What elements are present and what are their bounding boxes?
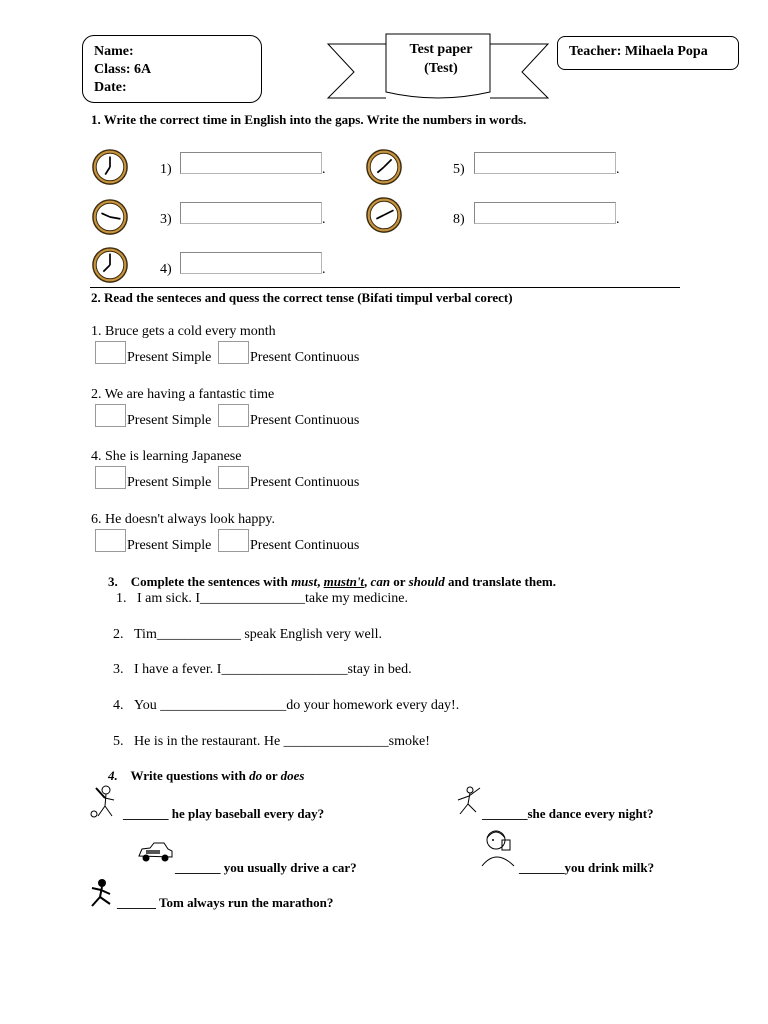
tense-sentence-1: 1. Bruce gets a cold every month bbox=[91, 324, 276, 339]
present-continuous-label: Present Continuous bbox=[250, 538, 360, 553]
present-continuous-label: Present Continuous bbox=[250, 413, 360, 428]
clock-icon bbox=[365, 148, 403, 186]
exercise-3-text-b: and translate them. bbox=[444, 574, 556, 589]
present-continuous-label: Present Continuous bbox=[250, 350, 360, 365]
modal-item-text: Tim____________ speak English very well. bbox=[134, 627, 382, 642]
exercise-3-comma-2: , bbox=[364, 574, 371, 589]
present-simple-label: Present Simple bbox=[127, 538, 212, 553]
time-answer-3[interactable] bbox=[180, 202, 322, 224]
banner-line-2: (Test) bbox=[424, 61, 458, 76]
item-3-dot: . bbox=[322, 212, 326, 227]
word-does: does bbox=[280, 768, 305, 783]
word-can: can bbox=[370, 574, 391, 589]
exercise-3-number: 3. bbox=[108, 574, 118, 589]
tense-sentence-3: 4. She is learning Japanese bbox=[91, 449, 242, 464]
question-3: _______ you usually drive a car? bbox=[175, 860, 357, 875]
banner-line-1: Test paper bbox=[409, 42, 473, 57]
item-5-dot: . bbox=[616, 162, 620, 177]
present-continuous-label: Present Continuous bbox=[250, 475, 360, 490]
modal-item-number: 5. bbox=[113, 734, 124, 749]
modal-item-number: 3. bbox=[113, 662, 124, 677]
exercise-1-instruction: 1. Write the correct time in English into the gaps. Write the numbers in words. bbox=[91, 112, 527, 127]
section-divider bbox=[90, 287, 680, 288]
modal-item-2 bbox=[113, 627, 382, 643]
time-answer-5[interactable] bbox=[474, 152, 616, 174]
modal-item-text: I am sick. I_______________take my medicine. bbox=[137, 591, 408, 606]
exercise-3-text-a: Complete the sentences with bbox=[130, 574, 292, 589]
word-mustnt: mustn't bbox=[323, 574, 365, 589]
present-simple-label: Present Simple bbox=[127, 413, 212, 428]
present-simple-label: Present Simple bbox=[127, 350, 212, 365]
exercise-4-number: 4. bbox=[108, 768, 118, 783]
item-1-number: 1) bbox=[160, 162, 172, 177]
item-8-dot: . bbox=[616, 212, 620, 227]
present-continuous-checkbox[interactable] bbox=[218, 466, 249, 489]
teacher-label: Teacher: Mihaela Popa bbox=[569, 44, 708, 59]
item-8-number: 8) bbox=[453, 212, 465, 227]
word-should: should bbox=[408, 574, 445, 589]
banner-title bbox=[386, 40, 496, 78]
present-continuous-checkbox[interactable] bbox=[218, 404, 249, 427]
clock-icon bbox=[91, 148, 129, 186]
exercise-4-instruction bbox=[108, 768, 304, 784]
present-simple-label: Present Simple bbox=[127, 475, 212, 490]
exercise-2-instruction: 2. Read the senteces and quess the correct tense (Bifati timpul verbal corect) bbox=[91, 290, 513, 305]
modal-item-text: I have a fever. I__________________stay in bed. bbox=[134, 662, 412, 677]
present-simple-checkbox[interactable] bbox=[95, 341, 126, 364]
item-3-number: 3) bbox=[160, 212, 172, 227]
modal-item-3 bbox=[113, 662, 412, 678]
item-4-dot: . bbox=[322, 262, 326, 277]
present-continuous-checkbox[interactable] bbox=[218, 529, 249, 552]
word-do: do bbox=[249, 768, 263, 783]
baseball-player-icon bbox=[88, 784, 120, 820]
modal-item-text: He is in the restaurant. He _______________smoke! bbox=[134, 734, 430, 749]
modal-item-text: You __________________do your homework every day!. bbox=[134, 698, 460, 713]
name-label: Name: bbox=[94, 44, 134, 59]
word-must: must bbox=[291, 574, 318, 589]
tense-sentence-2: 2. We are having a fantastic time bbox=[91, 387, 275, 402]
teacher-box bbox=[557, 36, 739, 70]
question-4: _______you drink milk? bbox=[519, 860, 655, 875]
clock-icon bbox=[91, 246, 129, 284]
present-simple-checkbox[interactable] bbox=[95, 529, 126, 552]
question-1: _______ he play baseball every day? bbox=[123, 806, 325, 821]
class-label: Class: 6A bbox=[94, 62, 152, 77]
modal-item-5 bbox=[113, 734, 430, 750]
exercise-3-comma-1: , bbox=[317, 574, 324, 589]
date-label: Date: bbox=[94, 80, 127, 95]
time-answer-1[interactable] bbox=[180, 152, 322, 174]
modal-item-number: 1. bbox=[116, 591, 127, 606]
present-simple-checkbox[interactable] bbox=[95, 466, 126, 489]
modal-item-number: 4. bbox=[113, 698, 124, 713]
exercise-4-text-a: Write questions with bbox=[130, 768, 250, 783]
question-5: ______ Tom always run the marathon? bbox=[117, 895, 334, 910]
clock-icon bbox=[365, 196, 403, 234]
exercise-3-instruction bbox=[108, 574, 556, 590]
exercise-3-or: or bbox=[390, 574, 409, 589]
present-continuous-checkbox[interactable] bbox=[218, 341, 249, 364]
milk-drinker-icon bbox=[478, 826, 520, 868]
exercise-4-or: or bbox=[262, 768, 281, 783]
modal-item-1 bbox=[116, 591, 408, 607]
modal-item-4 bbox=[113, 698, 459, 714]
tense-sentence-4: 6. He doesn't always look happy. bbox=[91, 512, 275, 527]
runner-icon bbox=[88, 878, 116, 910]
present-simple-checkbox[interactable] bbox=[95, 404, 126, 427]
clock-icon bbox=[91, 198, 129, 236]
time-answer-4[interactable] bbox=[180, 252, 322, 274]
question-2: _______she dance every night? bbox=[482, 806, 654, 821]
item-5-number: 5) bbox=[453, 162, 465, 177]
modal-item-number: 2. bbox=[113, 627, 124, 642]
time-answer-8[interactable] bbox=[474, 202, 616, 224]
student-info-box bbox=[82, 35, 262, 103]
car-icon bbox=[136, 840, 174, 864]
dancer-icon bbox=[452, 784, 484, 818]
item-4-number: 4) bbox=[160, 262, 172, 277]
item-1-dot: . bbox=[322, 162, 326, 177]
